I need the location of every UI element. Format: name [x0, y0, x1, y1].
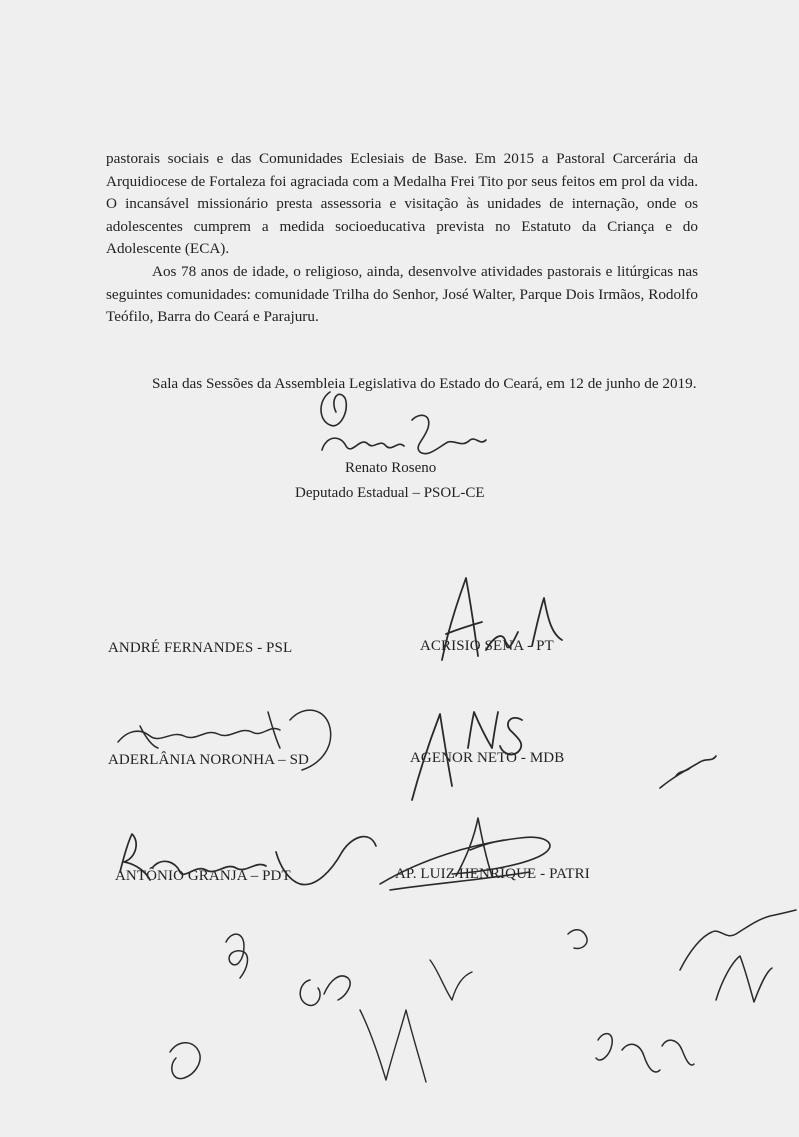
signature-bottom-right	[680, 910, 796, 1002]
paragraph-1: pastorais sociais e das Comunidades Eclesiais de Base. Em 2015 a Pastoral Carcerária da Arquidiocese de Fortaleza foi agraciada com a Medalha Frei Tito por seus feitos em prol da vida. O incansável missionário presta assessoria e visitação às unidades de internação, onde os adolescentes cumprem a medida socioeducativa prevista no Estatuto da Criança e do Adolescente (ECA).	[106, 150, 698, 258]
signature-mark-right-1	[660, 756, 716, 788]
signer-aderlania-noronha: ADERLÂNIA NORONHA – SD	[108, 752, 309, 768]
signer-agenor-neto: AGENOR NETO - MDB	[410, 750, 565, 766]
body-text	[106, 148, 698, 329]
signer-antonio-granja: ANTÔNIO GRANJA – PDT	[115, 868, 291, 884]
signer-andre-fernandes: ANDRÉ FERNANDES - PSL	[108, 640, 293, 656]
paragraph-2: Aos 78 anos de idade, o religioso, ainda, desenvolve atividades pastorais e litúrgicas nas seguintes comunidades: comunidade Trilha do Senhor, José Walter, Parque Dois Irmãos, Rodolfo Teófilo, Barra do Ceará e Parajuru.	[106, 262, 698, 326]
signature-bottom-3	[360, 960, 472, 1082]
signature-bottom-4	[568, 930, 587, 949]
signature-bottom-5	[170, 1043, 200, 1079]
signer-luiz-henrique: AP. LUIZ HENRIQUE - PATRI	[395, 866, 590, 882]
signature-bottom-1	[226, 934, 247, 978]
signature-bottom-6	[596, 1034, 694, 1072]
author-role: Deputado Estadual – PSOL-CE	[295, 485, 485, 501]
signature-renato-roseno	[321, 392, 486, 454]
author-name: Renato Roseno	[345, 460, 437, 476]
signature-bottom-2	[300, 976, 350, 1005]
closing-statement: Sala das Sessões da Assembleia Legislativa do Estado do Ceará, em 12 de junho de 2019.	[152, 375, 697, 392]
signer-acrisio-sena: ACRISIO SENA - PT	[420, 638, 554, 654]
